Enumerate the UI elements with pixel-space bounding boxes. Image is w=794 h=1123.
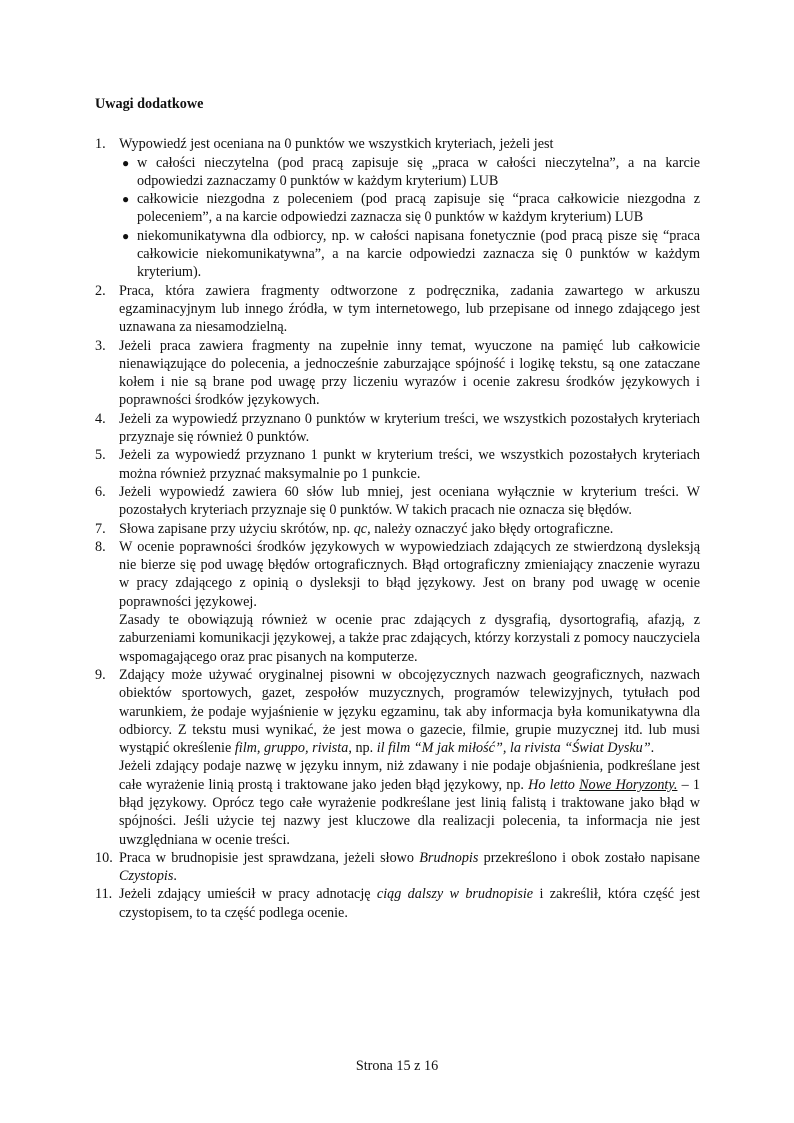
- bullet-list: [119, 154, 700, 282]
- item-number: 3.: [95, 337, 106, 354]
- abbreviation-example: qc: [353, 520, 368, 537]
- item-text: Jeżeli praca zawiera fragmenty na zupełnie inny temat, wyuczone na pamięć lub całkowicie nienawiązujące do polecenia, a jednocześnie zaburzające spójność i logikę tekstu, są one zataczane kołem i nie są brane pod uwagę przy liczeniu wyrazów i ocenie zakresu środków językowych i poprawności środków językowych.: [119, 337, 700, 409]
- bullet-icon: ●: [122, 192, 130, 207]
- item-number: 2.: [95, 282, 106, 299]
- bullet-item: ● niekomunikatywna dla odbiorcy, np. w całości napisana fonetycznie (pod pracą pisze się “praca całkowicie niekomunikatywna”, a na karcie odpowiedzi zaznacza się 0 punktów w każdym kryterium).: [122, 227, 700, 281]
- bullet-icon: ●: [122, 155, 130, 170]
- item-number: 6.: [95, 483, 106, 500]
- item-text-continued: Zasady te obowiązują również w ocenie prac zdających z dysgrafią, dysortografią, afazją, z zaburzeniami komunikacji językowej, a także prac zdających, którzy korzystali z pomocy nauczyciela wspomagającego oraz prac pisanych na komputerze.: [119, 612, 700, 665]
- list-item-9: [95, 666, 700, 849]
- item-number: 1.: [95, 136, 106, 153]
- item-paragraph: Jeżeli zdający podaje nazwę w języku innym, niż zdawany i nie podaje objaśnienia, podkreślane jest całe wyrażenie linią prostą i traktowane jako jeden błąd językowy, np. Ho letto Nowe Horyzonty. – 1 błąd językowy. Oprócz tego całe wyrażenie podkreślane jest linią falistą i traktowane jako błąd w spójności. Jeśli użycie tej nazwy jest kluczowe dla realizacji polecenia, ta informacja nie jest uwzględniana w ocenie treści.: [119, 758, 700, 848]
- list-item-6: [95, 483, 700, 520]
- list-item-1: [95, 135, 700, 281]
- bullet-icon: ●: [122, 228, 130, 243]
- list-item-8: [95, 538, 700, 666]
- item-text: Jeżeli za wypowiedź przyznano 1 punkt w kryterium treści, we wszystkich pozostałych kryteriach można również przyznać maksymalnie po 1 punkcie.: [119, 447, 700, 482]
- section-heading: Uwagi dodatkowe: [95, 96, 204, 112]
- bullet-item: ● w całości nieczytelna (pod pracą zapisuje się „praca w całości nieczytelna”, a na karcie odpowiedzi zaznaczamy 0 punktów w każdym kryterium) LUB: [122, 154, 700, 189]
- page-number: Strona 15 z 16: [355, 1058, 439, 1074]
- list-item-10: 10. Praca w brudnopisie jest sprawdzana, jeżeli słowo Brudnopis przekreślono i obok zostało napisane Czystopis.: [95, 849, 700, 885]
- item-text: Jeżeli za wypowiedź przyznano 0 punktów w kryterium treści, we wszystkich pozostałych kryteriach przyznaje się również 0 punktów.: [119, 410, 700, 446]
- item-text: W ocenie poprawności środków językowych w wypowiedziach zdających ze stwierdzoną dysleksją nie bierze się pod uwagę błędów ortograficznych. Błąd ortograficzny zmieniający znaczenie wyrazu w pracy zdającego z opinią o dysleksji to błąd językowy. Jest on brany pod uwagę w ocenie poprawności językowej.: [119, 538, 700, 610]
- list-item-11: 11. Jeżeli zdający umieścił w pracy adnotację ciąg dalszy w brudnopisie i zakreślił, która część jest czystopisem, to ta część podlega ocenie.: [95, 886, 700, 921]
- item-number: 7.: [95, 520, 106, 537]
- list-item-5: [95, 446, 700, 483]
- document-content: [95, 95, 700, 922]
- item-number: 10.: [95, 849, 113, 866]
- item-number: 8.: [95, 538, 106, 555]
- item-number: 9.: [95, 666, 106, 683]
- bullet-item: ● całkowicie niezgodna z poleceniem (pod pracą zapisuje się “praca całkowicie niezgodna z poleceniem”, a na karcie odpowiedzi zaznacza się 0 punktów w każdym kryterium) LUB: [122, 191, 700, 226]
- item-number: 4.: [95, 410, 106, 427]
- list-item-3: [95, 337, 700, 410]
- item-text: Wypowiedź jest oceniana na 0 punktów we wszystkich kryteriach, jeżeli jest: [119, 136, 554, 153]
- item-paragraph: Zdający może używać oryginalnej pisowni w obcojęzycznych nazwach geograficznych, nazwach obiektów sportowych, gazet, zespołów muzycznych, programów telewizyjnych, tytułach pod warunkiem, że podaje wyjaśnienie w języku egzaminu, tak aby informacja była komunikatywna dla odbiorcy. Z tekstu musi wynikać, że jest mowa o gazecie, filmie, grupie muzycznej itd. lub musi wystąpić określenie film, gruppo, rivista, np. il film “M jak miłość”, la rivista “Świat Dysku”.: [119, 666, 700, 757]
- item-number: 5.: [95, 447, 106, 464]
- underlined-example: Nowe Horyzonty.: [579, 776, 678, 793]
- item-text: Jeżeli wypowiedź zawiera 60 słów lub mniej, jest oceniana wyłącznie w kryterium treści. W pozostałych kryteriach przyznaje się 0 punktów. W takich pracach nie oznacza się błędów.: [119, 483, 700, 519]
- item-number: 11.: [95, 886, 113, 903]
- list-item-4: [95, 410, 700, 447]
- list-item-7: 7. Słowa zapisane przy użyciu skrótów, np. qc, należy oznaczyć jako błędy ortograficzne.: [95, 520, 614, 537]
- list-item-2: [95, 282, 700, 337]
- item-text: Praca, która zawiera fragmenty odtworzone z podręcznika, zadania zawartego w arkuszu egzaminacyjnym lub innego źródła, w tym internetowego, lub przepisane od innego zdającego jest uznawana za niesamodzielną.: [119, 282, 700, 336]
